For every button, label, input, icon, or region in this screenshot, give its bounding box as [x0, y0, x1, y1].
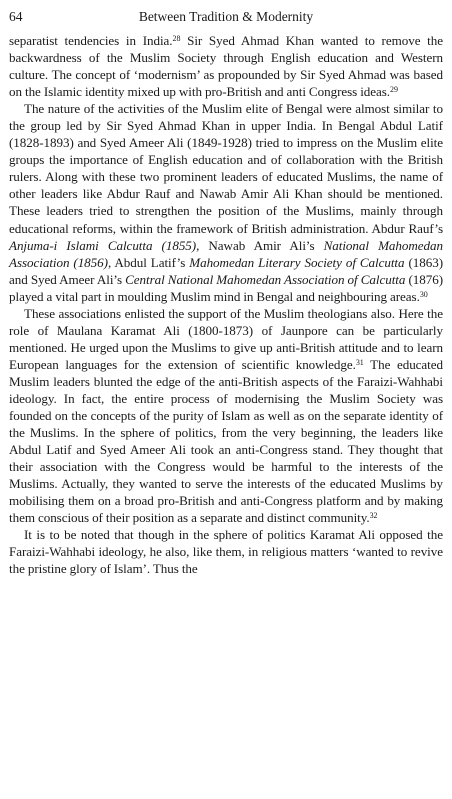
text-run: , Nawab Amir Ali’s: [196, 237, 324, 253]
footnote-ref[interactable]: 29: [390, 85, 398, 95]
association-title: Anjuma-i Islami Calcutta (1855): [9, 237, 197, 253]
footnote-ref[interactable]: 32: [369, 511, 378, 521]
footnote-ref[interactable]: 31: [355, 357, 364, 367]
text-run: , Abdul Latif’s: [107, 254, 190, 270]
paragraph-1: [9, 32, 443, 100]
text-run: separatist tendencies in India.: [9, 33, 173, 48]
association-title: National Mahomedan Association (1856): [9, 237, 443, 270]
association-title: Central National Mahomedan Association of Calcutta: [125, 271, 406, 287]
paragraph-3: [9, 305, 443, 527]
page-number: 64: [9, 9, 23, 24]
running-title: Between Tradition & Modernity: [138, 9, 314, 24]
text-run: The educated Muslim leaders blunted the edge of the anti-British aspects of the Faraizi-Wahhabi ideology. In fact, the entire process of modernising the Muslim Society was founded on the concepts of the purity of Islam as well as on the separate identity of the Muslims. In the sphere of politics, from the very beginning, the leaders like Abdul Latif and Syed Ameer Ali took an anti-Congress stand. They thought that their association with the Congress would be harmful to the interests of the Muslims. Actually, they wanted to serve the interests of the educated Muslims by mobilising them on a broad pro-British and anti-Congress platform and by making them conscious of their position as a separate and distinct community.: [9, 356, 443, 526]
text-run: These associations enlisted the support of the Muslim theologians also. Here the role of Maulana Karamat Ali (1800-1873) of Jaunpore can be particularly mentioned. He urged upon the Muslims to give up anti-British attitude and to learn European languages for the extension of scientific knowledge.: [9, 305, 443, 372]
association-title: Mahomedan Literary Society of Calcutta: [189, 254, 405, 270]
body-text: [9, 32, 443, 578]
footnote-ref[interactable]: 28: [172, 34, 181, 43]
text-run: Sir Syed Ahmad Khan wanted to remove the backwardness of the Muslim Society through English education and Western culture. The concept of ‘modernism’ as propounded by Sir Syed Ahmad was based on the Islamic identity mixed up with pro-British and anti Congress ideas.: [9, 33, 443, 100]
paragraph-2: [9, 100, 443, 305]
text-run: It is to be noted that though in the sphere of politics Karamat Ali opposed the Faraizi-Wahhabi ideology, he also, like them, in religious matters ‘wanted to revive the pristine glory of Islam’. Thus the: [9, 527, 443, 577]
text-run: (1863) and Syed Ameer Ali’s: [9, 254, 443, 287]
running-head: [9, 8, 443, 32]
text-run: The nature of the activities of the Muslim elite of Bengal were almost similar to the group led by Sir Syed Ahmad Khan in upper India. In Bengal Abdul Latif (1828-1893) and Syed Ameer Ali (1849-1928) tried to impress on the Muslim elite groups the importance of English education and of collaboration with the British rulers. Along with these two prominent leaders of educated Muslims, the name of other leaders like Abdur Rauf and Nawab Amir Ali Khan should be mentioned. These leaders tried to strengthen the position of the Muslims, mainly through educational reforms, within the framework of British administration. Abdur Rauf’s: [9, 101, 443, 236]
paragraph-4: [9, 526, 443, 577]
footnote-ref[interactable]: 30: [419, 289, 428, 299]
text-run: (1876) played a vital part in moulding Muslim mind in Bengal and neighbouring areas.: [9, 271, 443, 304]
